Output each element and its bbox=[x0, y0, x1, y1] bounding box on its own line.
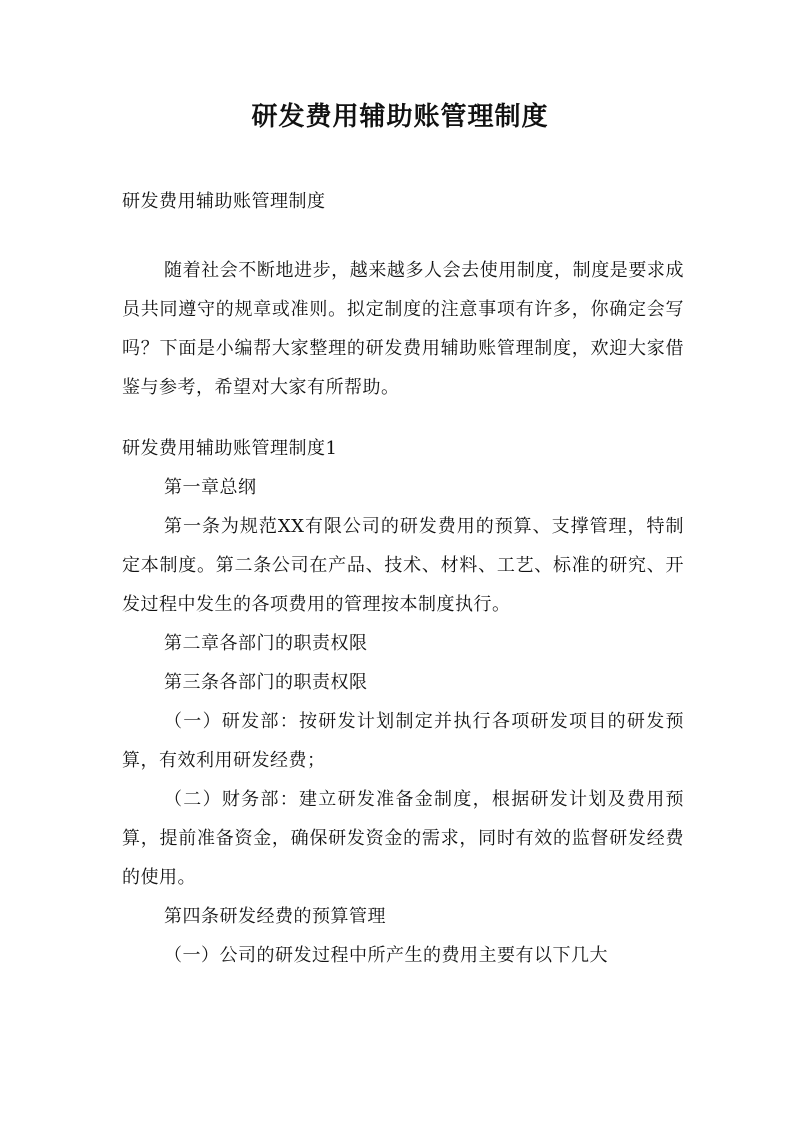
document-body bbox=[122, 182, 684, 975]
chapter-heading: 第二章各部门的职责权限 bbox=[164, 633, 368, 654]
body-paragraph: （一）公司的研发过程中所产生的费用主要有以下几大 bbox=[164, 945, 608, 966]
article-heading: 第四条研发经费的预算管理 bbox=[164, 906, 386, 927]
article-heading: 第三条各部门的职责权限 bbox=[164, 672, 368, 693]
spacer bbox=[122, 407, 684, 429]
spacer bbox=[122, 221, 684, 251]
section-heading: 研发费用辅助账管理制度1 bbox=[122, 438, 338, 459]
body-paragraph: （一）研发部：按研发计划制定并执行各项研发项目的研发预算，有效利用研发经费； bbox=[122, 711, 684, 771]
intro-paragraph: 随着社会不断地进步，越来越多人会去使用制度，制度是要求成员共同遵守的规章或准则。拟定制度的注意事项有许多，你确定会写吗？下面是小编帮大家整理的研发费用辅助账管理制度，欢迎大家借鉴与参考，希望对大家有所帮助。 bbox=[122, 260, 684, 398]
body-paragraph: （二）财务部：建立研发准备金制度，根据研发计划及费用预算，提前准备资金，确保研发资金的需求，同时有效的监督研发经费的使用。 bbox=[122, 789, 684, 888]
document-title: 研发费用辅助账管理制度 bbox=[251, 102, 549, 132]
body-paragraph: 第一条为规范XX有限公司的研发费用的预算、支撑管理，特制定本制度。第二条公司在产品、技术、材料、工艺、标准的研究、开发过程中发生的各项费用的管理按本制度执行。 bbox=[122, 516, 684, 615]
document-subtitle: 研发费用辅助账管理制度 bbox=[122, 191, 326, 212]
chapter-heading: 第一章总纲 bbox=[164, 477, 257, 498]
